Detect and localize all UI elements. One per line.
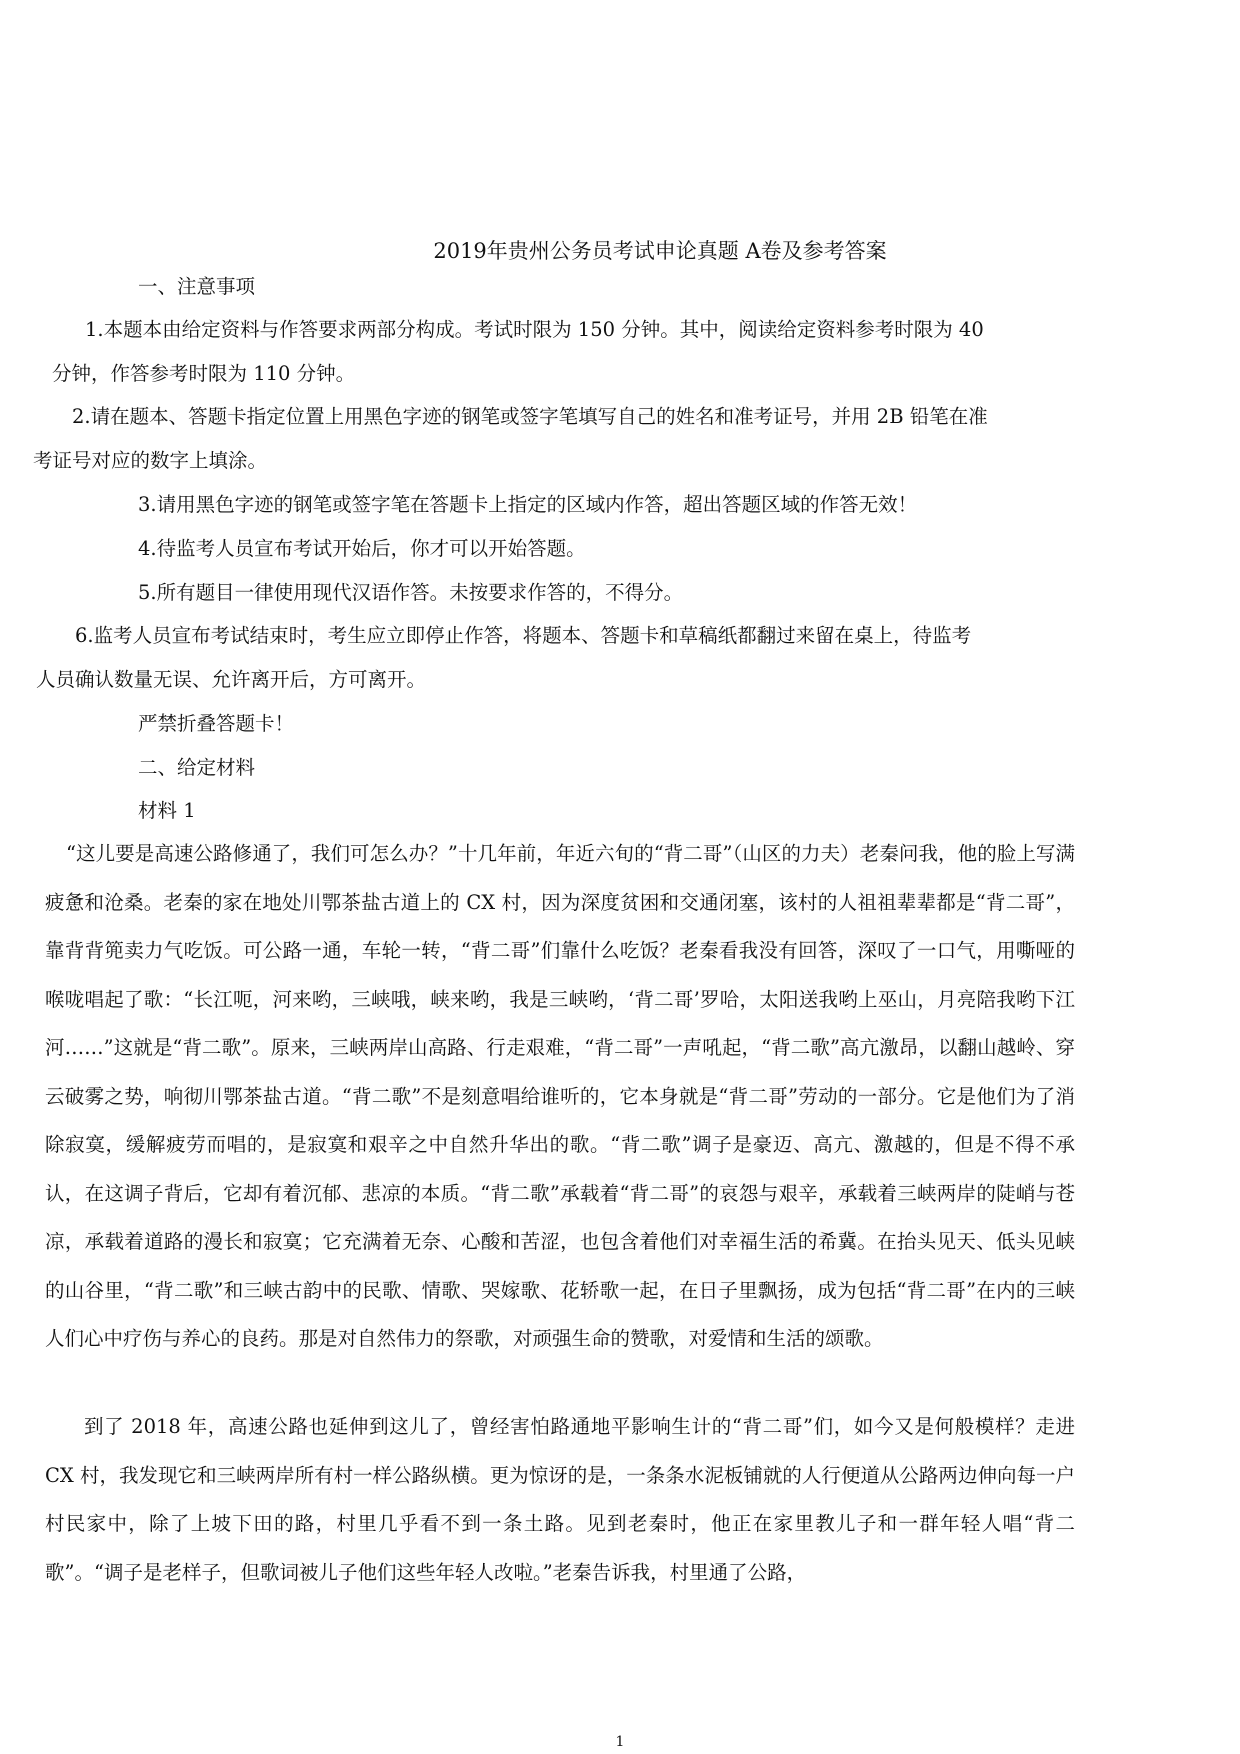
note-3: 3.请用黑色字迹的钢笔或签字笔在答题卡上指定的区域内作答，超出答题区域的作答无效！ bbox=[138, 493, 918, 516]
note-1-line-2: 分钟，作答参考时限为 110 分钟。 bbox=[52, 362, 356, 385]
note-2-line-1: 2.请在题本、答题卡指定位置上用黑色字迹的钢笔或签字笔填写自己的姓名和准考证号，并用 2B 铅笔在准 bbox=[72, 405, 988, 428]
material-paragraph-2: 到了 2018 年，高速公路也延伸到这儿了，曾经害怕路通地平影响生计的“背二哥”们，如今又是何般模样？走进 CX 村，我发现它和三峡两岸所有村一样公路纵横。更为惊讶的是，一条条水泥板铺就的人行便道从公路两边伸向每一户村民家中，除了上坡下田的路，村里几乎看不到一条土路。见到老秦时，他正在家里教儿子和一群年轻人唱“背二歌”。“调子是老样子，但歌词被儿子他们这些年轻人改啦。”老秦告诉我，村里通了公路， bbox=[45, 1415, 1075, 1584]
note-2-line-2: 考证号对应的数字上填涂。 bbox=[33, 449, 268, 472]
document-title: 2019年贵州公务员考试申论真题 A卷及参考答案 bbox=[433, 239, 887, 263]
page-number: 1 bbox=[615, 1734, 625, 1750]
note-1-line-1: 1.本题本由给定资料与作答要求两部分构成。考试时限为 150 分钟。其中，阅读给定资料参考时限为 40 bbox=[85, 318, 984, 341]
section-heading-notes: 一、注意事项 bbox=[138, 275, 256, 298]
material-label: 材料 1 bbox=[138, 799, 196, 822]
material-paragraph-1: “这儿要是高速公路修通了，我们可怎么办？”十几年前，年近六旬的“背二哥”（山区的力夫）老秦问我，他的脸上写满疲惫和沧桑。老秦的家在地处川鄂茶盐古道上的 CX 村，因为深度贫困和交通闭塞，该村的人祖祖辈辈都是“背二哥”，靠背背篼卖力气吃饭。可公路一通，车轮一转，“背二哥”们靠什么吃饭？老秦看我没有回答，深叹了一口气，用嘶哑的喉咙唱起了歌：“长江呃，河来哟，三峡哦，峡来哟，我是三峡哟，‘背二哥’罗哈，太阳送我哟上巫山，月亮陪我哟下江河……”这就是“背二歌”。原来，三峡两岸山高路、行走艰难，“背二哥”一声吼起，“背二歌”高亢激昂，以翻山越岭、穿云破雾之势，响彻川鄂茶盐古道。“背二歌”不是刻意唱给谁听的，它本身就是“背二哥”劳动的一部分。它是他们为了消除寂寞，缓解疲劳而唱的，是寂寞和艰辛之中自然升华出的歌。“背二歌”调子是豪迈、高亢、激越的，但是不得不承认，在这调子背后，它却有着沉郁、悲凉的本质。“背二歌”承载着“背二哥”的哀怨与艰辛，承载着三峡两岸的陡峭与苍凉，承载着道路的漫长和寂寞；它充满着无奈、心酸和苦涩，也包含着他们对幸福生活的希冀。在抬头见天、低头见峡的山谷里，“背二歌”和三峡古韵中的民歌、情歌、哭嫁歌、花轿歌一起，在日子里飘扬，成为包括“背二哥”在内的三峡人们心中疗伤与养心的良药。那是对自然伟力的祭歌，对顽强生命的赞歌，对爱情和生活的颂歌。 bbox=[45, 842, 1075, 1350]
section-heading-materials: 二、给定材料 bbox=[138, 756, 256, 779]
warning-text: 严禁折叠答题卡！ bbox=[138, 712, 295, 735]
note-6-line-2: 人员确认数量无误、允许离开后，方可离开。 bbox=[36, 668, 427, 691]
note-5: 5.所有题目一律使用现代汉语作答。未按要求作答的，不得分。 bbox=[138, 581, 684, 604]
note-6-line-1: 6.监考人员宣布考试结束时，考生应立即停止作答，将题本、答题卡和草稿纸都翻过来留在桌上，待监考 bbox=[75, 624, 972, 647]
note-4: 4.待监考人员宣布考试开始后，你才可以开始答题。 bbox=[138, 537, 586, 560]
